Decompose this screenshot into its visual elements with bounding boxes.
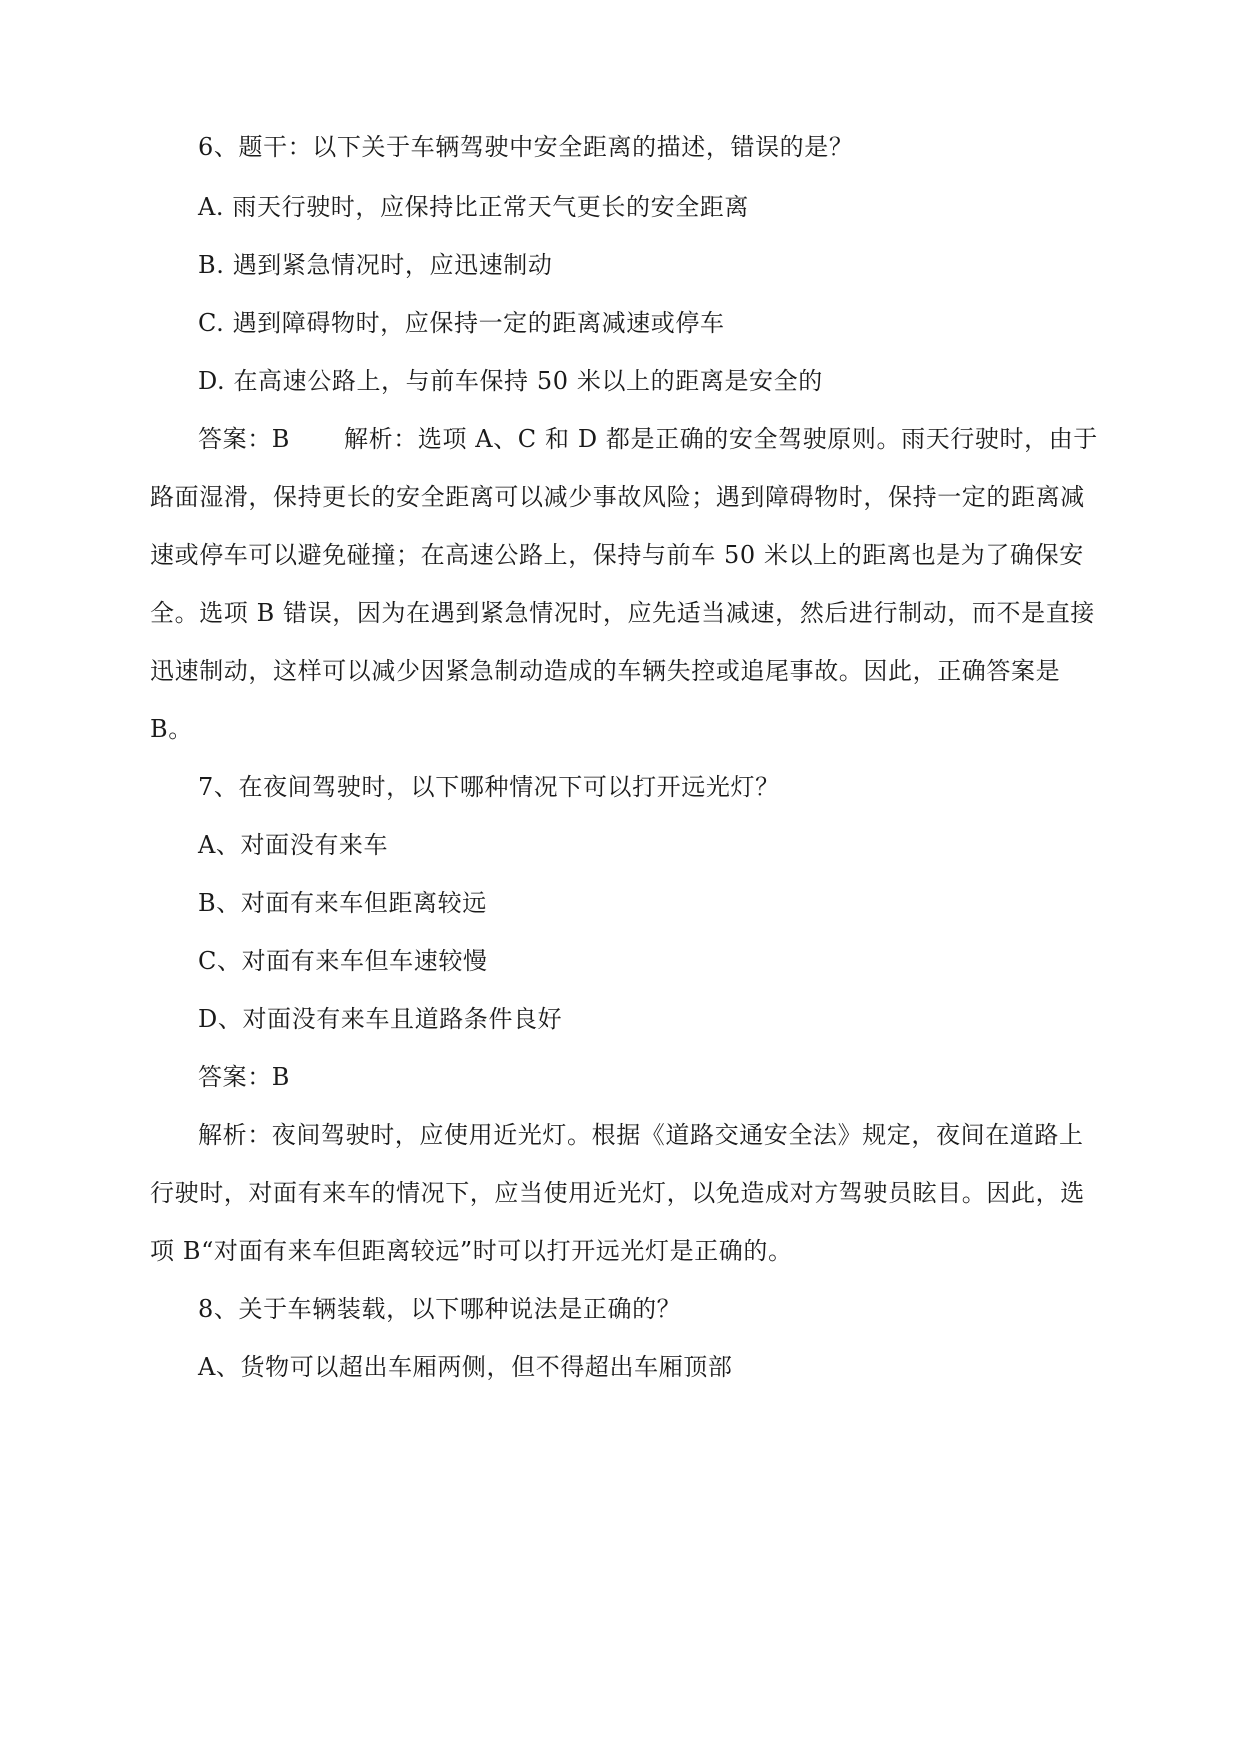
question-6-option-b: B. 遇到紧急情况时，应迅速制动 bbox=[198, 251, 553, 279]
question-6-analysis-line-5: 迅速制动，这样可以减少因紧急制动造成的车辆失控或追尾事故。因此，正确答案是 bbox=[150, 657, 1061, 685]
question-7-option-c: C、对面有来车但车速较慢 bbox=[198, 947, 488, 975]
question-6-option-a: A. 雨天行驶时，应保持比正常天气更长的安全距离 bbox=[198, 193, 749, 221]
question-6-analysis-line-6: B。 bbox=[150, 715, 193, 743]
question-7-answer: 答案：B bbox=[198, 1063, 291, 1091]
question-6-option-c: C. 遇到障碍物时，应保持一定的距离减速或停车 bbox=[198, 309, 725, 337]
question-6-analysis-line-3: 速或停车可以避免碰撞；在高速公路上，保持与前车 50 米以上的距离也是为了确保安 bbox=[150, 541, 1084, 569]
question-6-option-d: D. 在高速公路上，与前车保持 50 米以上的距离是安全的 bbox=[198, 367, 823, 395]
question-7-analysis-line-1: 解析：夜间驾驶时，应使用近光灯。根据《道路交通安全法》规定，夜间在道路上 bbox=[198, 1121, 1084, 1149]
question-6-answer: 答案：B bbox=[198, 425, 291, 453]
question-7-option-a: A、对面没有来车 bbox=[198, 831, 389, 859]
question-6-answer-row bbox=[198, 424, 1138, 454]
question-7-analysis-line-2: 行驶时，对面有来车的情况下，应当使用近光灯，以免造成对方驾驶员眩目。因此，选 bbox=[150, 1179, 1085, 1207]
question-6-analysis-line-4: 全。选项 B 错误，因为在遇到紧急情况时，应先适当减速，然后进行制动，而不是直接 bbox=[150, 599, 1095, 627]
question-8-stem: 8、关于车辆装载，以下哪种说法是正确的？ bbox=[198, 1295, 682, 1323]
question-6-analysis-line-2: 路面湿滑，保持更长的安全距离可以减少事故风险；遇到障碍物时，保持一定的距离减 bbox=[150, 483, 1085, 511]
question-7-analysis-line-3: 项 B“对面有来车但距离较远”时可以打开远光灯是正确的。 bbox=[150, 1237, 793, 1265]
question-8-option-a: A、货物可以超出车厢两侧，但不得超出车厢顶部 bbox=[198, 1353, 733, 1381]
question-6-analysis-line-1: 解析：选项 A、C 和 D 都是正确的安全驾驶原则。雨天行驶时，由于 bbox=[344, 425, 1098, 453]
question-7-option-b: B、对面有来车但距离较远 bbox=[198, 889, 487, 917]
question-6-stem: 6、题干：以下关于车辆驾驶中安全距离的描述，错误的是？ bbox=[198, 133, 854, 161]
question-7-stem: 7、在夜间驾驶时，以下哪种情况下可以打开远光灯？ bbox=[198, 773, 780, 801]
question-7-option-d: D、对面没有来车且道路条件良好 bbox=[198, 1005, 563, 1033]
